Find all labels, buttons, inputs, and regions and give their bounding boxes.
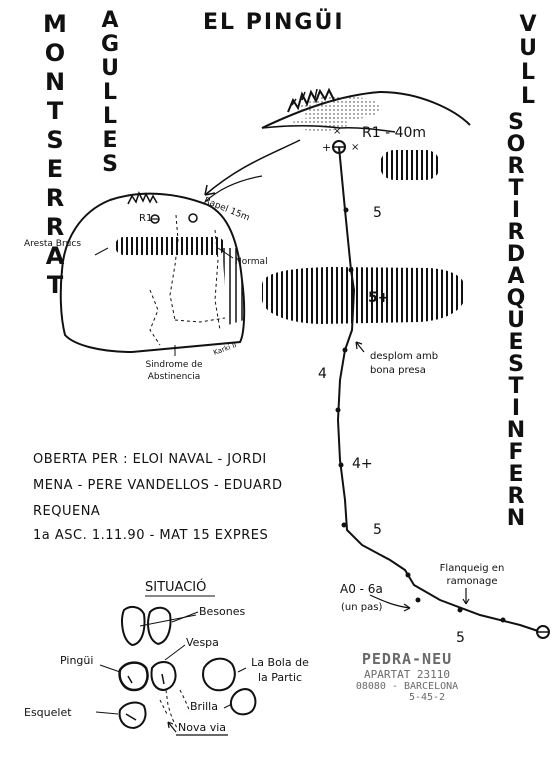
stamp-line-3: 08080 - BARCELONA [355, 681, 459, 692]
vertical-letter: A [101, 8, 119, 33]
vertical-letter: R [507, 220, 525, 245]
vertical-letter: E [46, 155, 64, 183]
vertical-letter: L [102, 104, 118, 129]
svg-text:×: × [333, 126, 342, 137]
vertical-letter: N [506, 506, 526, 531]
vertical-letter: S [46, 126, 64, 154]
credits-line-2: MENA - PERE VANDELLOS - EDUARD [33, 478, 283, 493]
rapel-label: Rapel 15m [202, 196, 251, 224]
page-title: EL PINGÜI [203, 10, 345, 35]
un-pas-label: (un pas) [341, 602, 383, 613]
besones-label: Besones [199, 605, 246, 618]
credits-line-4: 1a ASC. 1.11.90 - MAT 15 EXPRES [33, 528, 269, 543]
la-bola-label: La Bola de la Partic [251, 656, 309, 684]
sindrome-label: Sindrome de Abstinencia [145, 360, 203, 382]
karki-label: Karki II [212, 341, 238, 357]
vertical-letter: S [102, 152, 118, 177]
a0-6a-label: A0 - 6a [340, 582, 383, 596]
vertical-letter: N [44, 68, 66, 96]
vertical-letter: I [511, 396, 521, 421]
grade-5-bottom: 5 [456, 630, 465, 646]
desplom-label: desplom amb bona presa [370, 351, 439, 376]
vertical-letter: U [101, 56, 119, 81]
vertical-letter: E [508, 330, 524, 355]
vertical-letter: S [508, 110, 524, 135]
grade-4: 4 [318, 366, 327, 382]
vertical-letter: G [100, 32, 120, 57]
vertical-letter: O [506, 132, 526, 157]
vertical-letter: T [508, 176, 524, 201]
brilla-label: Brilla [190, 700, 218, 713]
vertical-letter: N [506, 418, 526, 443]
aresta-label: Aresta Brucs [24, 239, 82, 249]
vertical-letter: O [44, 39, 66, 67]
vertical-letter: L [520, 60, 536, 85]
svg-text:+: + [322, 141, 332, 154]
vertical-letter: L [102, 80, 118, 105]
vertical-letter: R [45, 213, 65, 241]
situacio-title: SITUACIÓ [145, 580, 207, 595]
vertical-letter: L [520, 84, 536, 109]
normal-label: Normal [235, 257, 268, 267]
vertical-letter: E [508, 462, 524, 487]
grade-4-plus: 4+ [352, 456, 373, 472]
vertical-letter: R [507, 484, 525, 509]
credits-line-1: OBERTA PER : ELOI NAVAL - JORDI [33, 452, 267, 467]
r1-40m-label: R1 - 40m [362, 125, 427, 141]
grade-5-plus: 5+ [368, 290, 390, 306]
vertical-letter: T [46, 271, 64, 299]
vertical-letter: Q [506, 286, 526, 311]
vertical-letter: I [511, 198, 521, 223]
overview-r1-label: R1 [139, 213, 153, 224]
nova-via-label: Nova via [178, 721, 227, 734]
vertical-letter: A [45, 242, 65, 270]
credits-line-3: REQUENA [33, 504, 101, 519]
vertical-letter: F [508, 440, 524, 465]
pingui-label: Pingüi [60, 654, 94, 667]
esquelet-label: Esquelet [24, 706, 72, 719]
stamp-line-2: APARTAT 23110 [363, 668, 451, 681]
stamp-line-4: 5-45-2 [408, 692, 446, 703]
vertical-letter: U [519, 36, 537, 61]
flanqueig-label: Flanqueig en ramonage [439, 563, 505, 587]
vertical-letter: V [519, 12, 537, 37]
vertical-letter: R [507, 154, 525, 179]
vertical-letter: T [508, 374, 524, 399]
svg-text:×: × [351, 142, 360, 153]
vertical-letter: T [46, 97, 64, 125]
publisher-stamp [352, 650, 462, 703]
vertical-letter: R [45, 184, 65, 212]
vertical-letter: D [506, 242, 526, 267]
vertical-letter: U [507, 308, 525, 333]
vertical-letter: E [102, 128, 118, 153]
grade-5-top: 5 [373, 205, 382, 221]
grade-5-mid: 5 [373, 522, 382, 538]
vertical-letter: M [43, 10, 67, 38]
vertical-letter: A [507, 264, 525, 289]
vertical-letter: S [508, 352, 524, 377]
vespa-label: Vespa [186, 636, 219, 649]
stamp-line-1: PEDRA-NEU [361, 650, 453, 668]
overview-rock [61, 176, 262, 356]
